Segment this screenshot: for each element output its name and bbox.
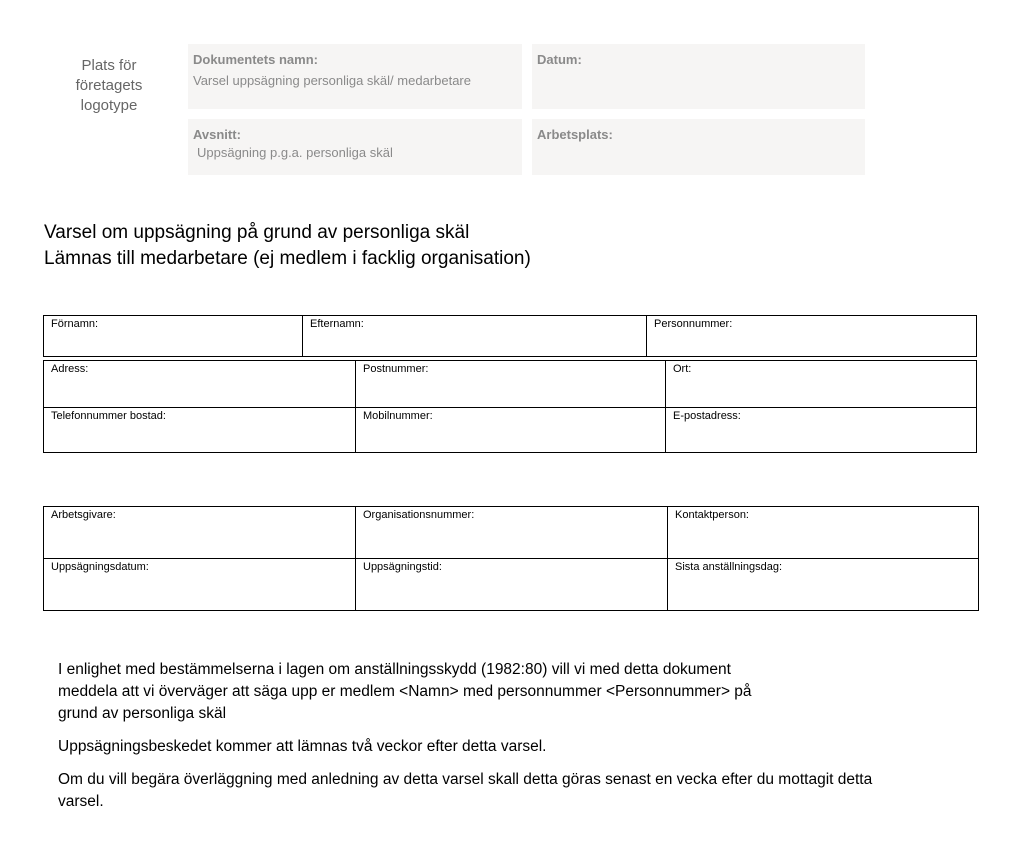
logo-placeholder-line: logotype (80, 97, 138, 114)
paragraph-notice: Uppsägningsbeskedet kommer att lämnas två veckor efter detta varsel. (58, 738, 547, 755)
body-text (58, 659, 938, 824)
paragraph-line: varsel. (58, 793, 104, 810)
table-row (44, 316, 977, 357)
postal-code-field[interactable]: Postnummer: (356, 361, 666, 408)
document-title (44, 220, 531, 272)
title-line: Varsel om uppsägning på grund av personliga skäl (44, 222, 470, 243)
city-field[interactable]: Ort: (666, 361, 977, 408)
logo-placeholder (62, 56, 156, 116)
employer-details-table (43, 506, 979, 611)
contact-person-field[interactable]: Kontaktperson: (668, 507, 979, 559)
table-row (44, 361, 977, 408)
org-number-field[interactable]: Organisationsnummer: (356, 507, 668, 559)
personal-number-field[interactable]: Personnummer: (647, 316, 977, 357)
first-name-field[interactable]: Förnamn: (44, 316, 303, 357)
logo-placeholder-line: Plats för (81, 57, 137, 74)
address-field[interactable]: Adress: (44, 361, 356, 408)
notice-period-field[interactable]: Uppsägningstid: (356, 559, 668, 611)
paragraph-line: Om du vill begära överläggning med anledning av detta varsel skall detta göras senast en vecka efter du mottagit detta (58, 771, 873, 788)
table-row (44, 408, 977, 453)
paragraph-consultation (58, 769, 938, 813)
termination-date-field[interactable]: Uppsägningsdatum: (44, 559, 356, 611)
paragraph-legal-basis (58, 659, 938, 725)
mobile-field[interactable]: Mobilnummer: (356, 408, 666, 453)
workplace-box (532, 119, 865, 175)
doc-name-box (188, 44, 522, 109)
email-field[interactable]: E-postadress: (666, 408, 977, 453)
employer-field[interactable]: Arbetsgivare: (44, 507, 356, 559)
paragraph-line: meddela att vi överväger att säga upp er medlem <Namn> med personnummer <Personnummer> på (58, 683, 752, 700)
section-value: Uppsägning p.g.a. personliga skäl (197, 145, 393, 160)
workplace-label: Arbetsplats: (537, 127, 613, 142)
home-phone-field[interactable]: Telefonnummer bostad: (44, 408, 356, 453)
logo-placeholder-line: företagets (75, 77, 143, 94)
contact-details-table (43, 360, 977, 453)
section-label: Avsnitt: (193, 127, 241, 142)
last-name-field[interactable]: Efternamn: (303, 316, 647, 357)
doc-name-label: Dokumentets namn: (193, 52, 318, 67)
date-label: Datum: (537, 52, 582, 67)
table-row (44, 507, 979, 559)
person-details-table (43, 315, 977, 357)
subtitle-line: Lämnas till medarbetare (ej medlem i facklig organisation) (44, 248, 531, 269)
table-row (44, 559, 979, 611)
paragraph-line: I enlighet med bestämmelserna i lagen om anställningsskydd (1982:80) vill vi med detta dokument (58, 661, 731, 678)
section-box (188, 119, 522, 175)
paragraph-line: grund av personliga skäl (58, 705, 227, 722)
last-day-field[interactable]: Sista anställningsdag: (668, 559, 979, 611)
doc-name-value: Varsel uppsägning personliga skäl/ medarbetare (193, 73, 471, 88)
date-box (532, 44, 865, 109)
